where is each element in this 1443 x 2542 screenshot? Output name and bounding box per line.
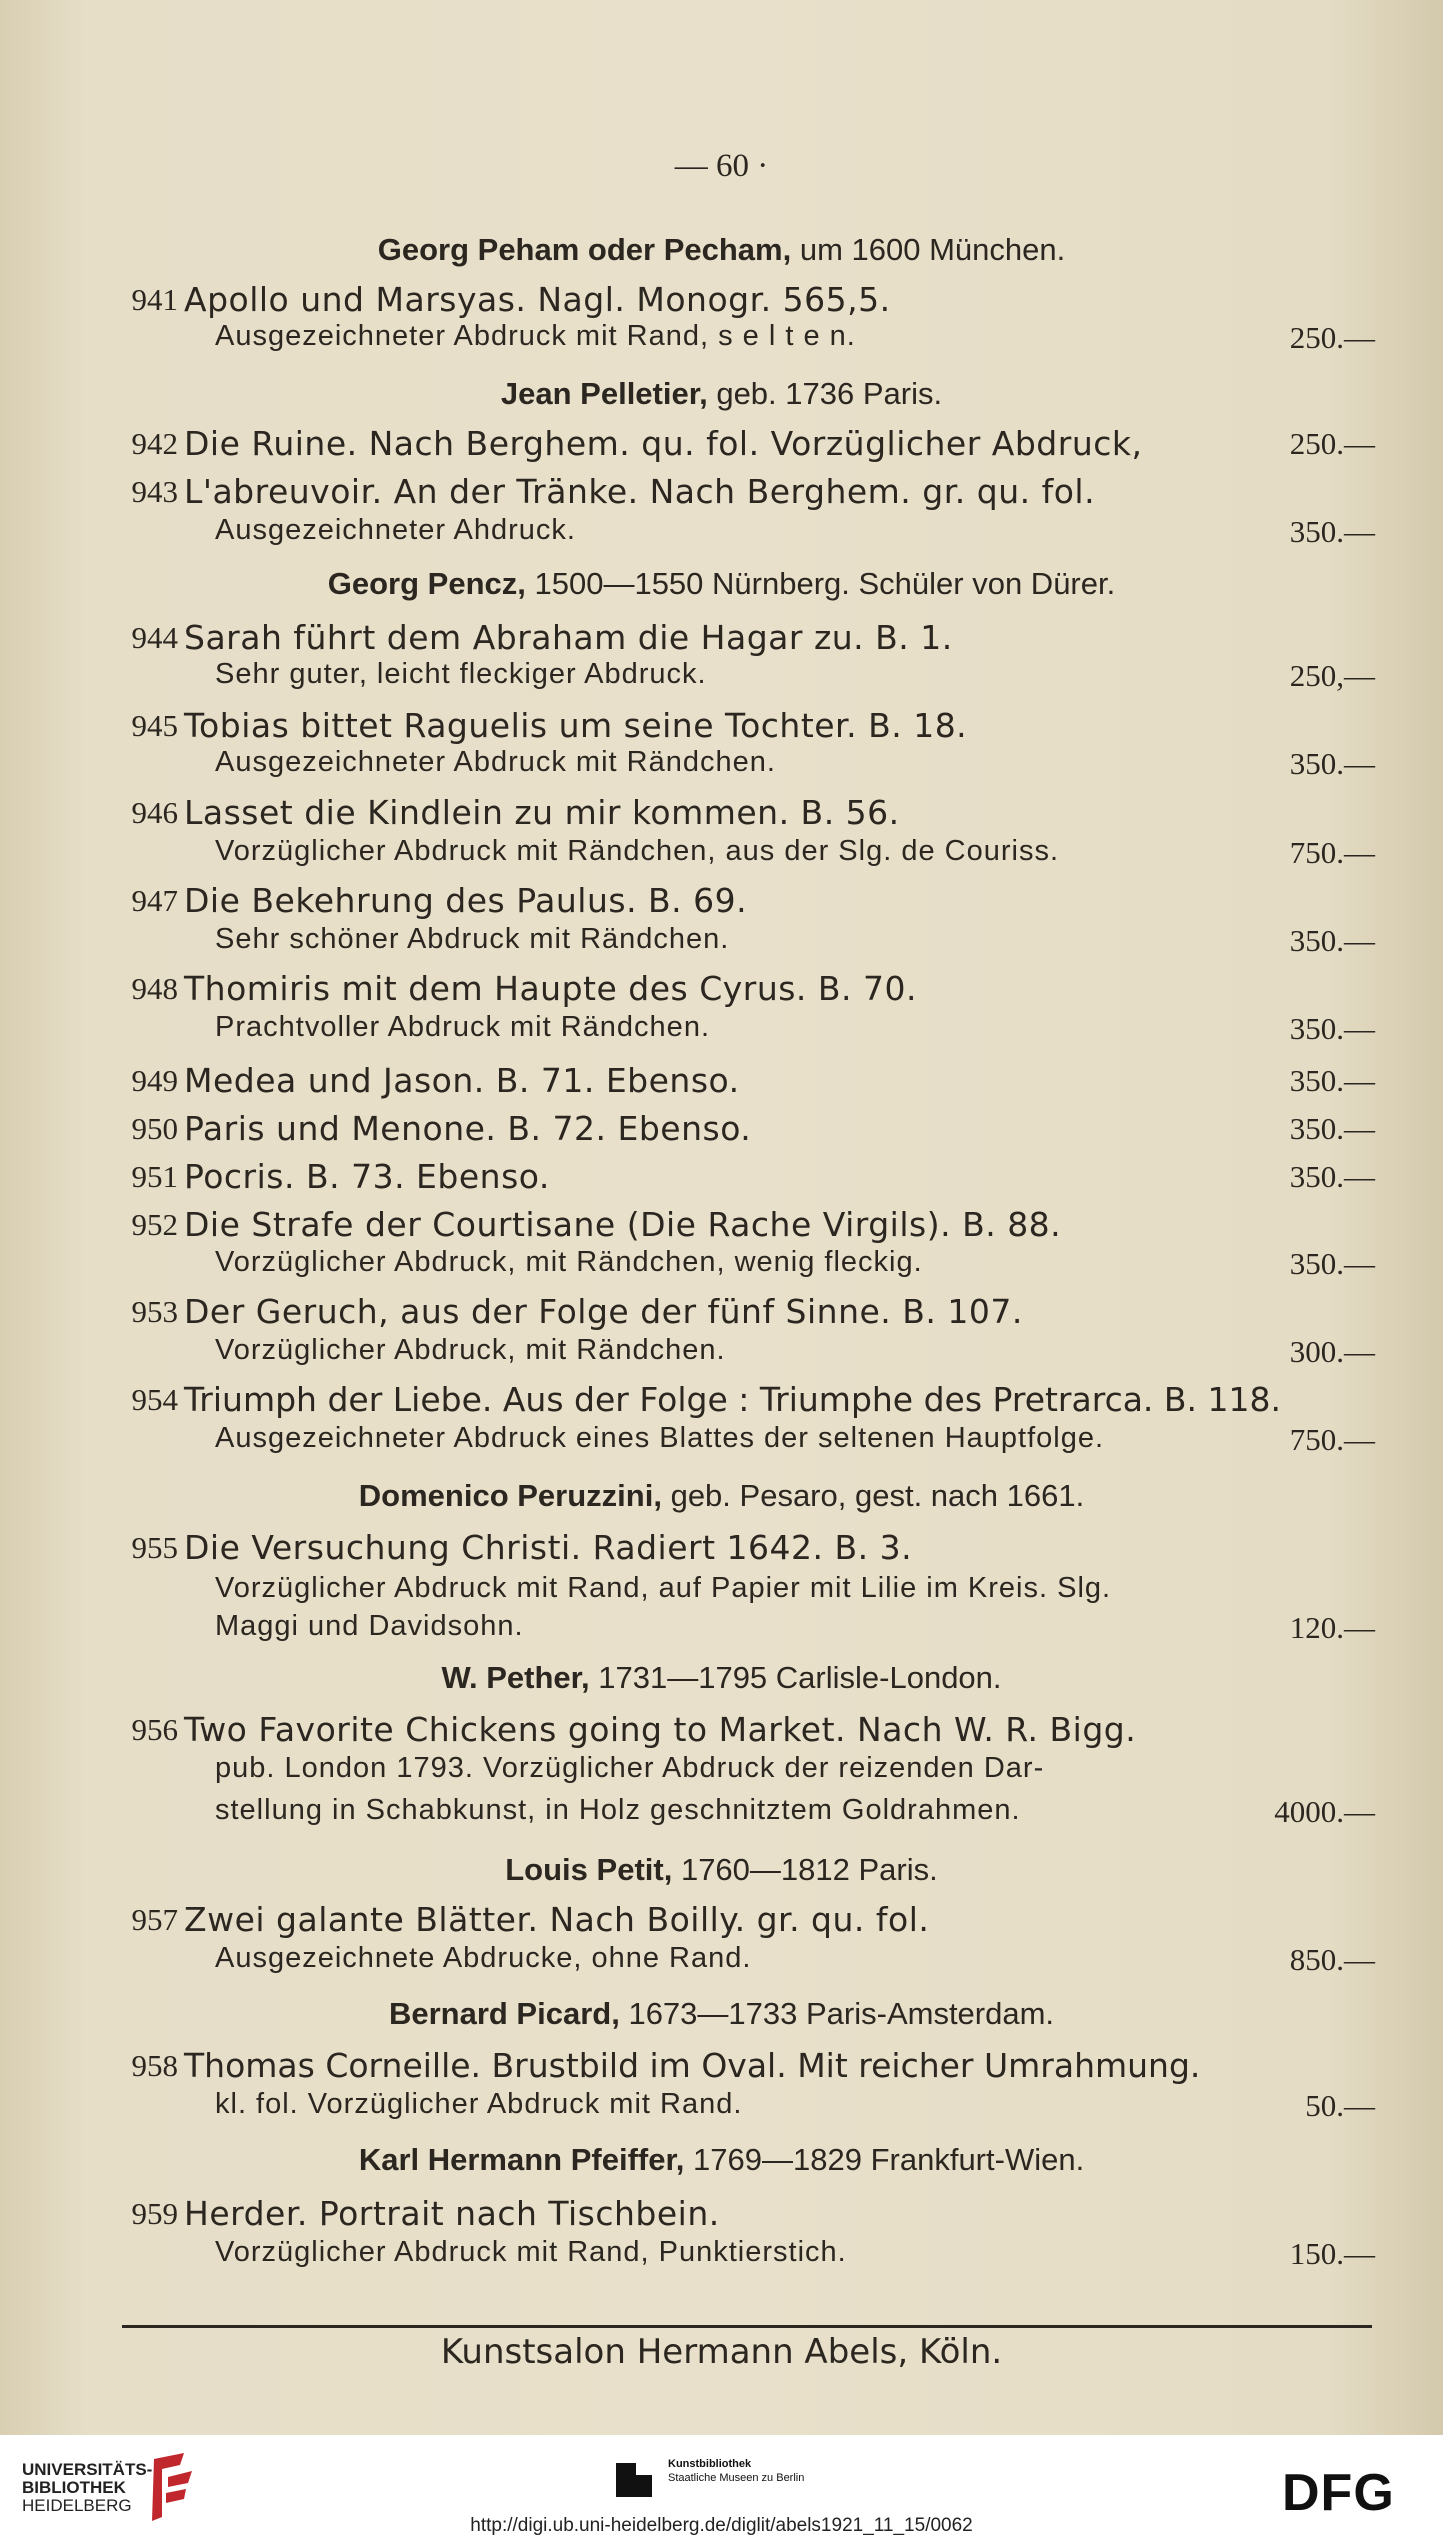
lot-description: Ausgezeichneter Ahdruck.	[215, 514, 576, 546]
lot-title: Sarah führt dem Abraham die Hagar zu. B. 1.	[184, 618, 953, 657]
kb-line: Kunstbibliothek	[668, 2458, 752, 2470]
artist-heading	[0, 232, 1443, 268]
kunstbibliothek-wordmark	[668, 2457, 804, 2485]
lot-number: 957	[131, 1902, 178, 1937]
lot-description: Sehr guter, leicht fleckiger Abdruck.	[215, 658, 707, 690]
lot-number: 954	[131, 1382, 178, 1417]
lot-description: Ausgezeichneter Abdruck mit Rändchen.	[215, 746, 776, 778]
artist-name: Karl Hermann Pfeiffer,	[358, 2142, 685, 2177]
lot-title: Apollo und Marsyas. Nagl. Monogr. 565,5.	[184, 280, 891, 319]
lot-title: Lasset die Kindlein zu mir kommen. B. 56.	[184, 793, 900, 832]
lot-title: Zwei galante Blätter. Nach Boilly. gr. qu. fol.	[184, 1900, 930, 1939]
lot-number: 942	[131, 426, 178, 461]
artist-heading	[0, 376, 1443, 412]
lot-number: 958	[131, 2048, 178, 2083]
digitization-banner	[0, 2435, 1443, 2542]
lot-price: 850.—	[1289, 1942, 1375, 1977]
artist-info: 1673—1733 Paris-Amsterdam.	[628, 1996, 1055, 2031]
lot-description: Vorzüglicher Abdruck mit Rändchen, aus der Slg. de Couriss.	[215, 835, 1060, 867]
lot-number: 948	[131, 971, 178, 1006]
artist-info: 1760—1812 Paris.	[680, 1852, 938, 1887]
artist-heading	[0, 1996, 1443, 2032]
lot-number: 944	[131, 620, 178, 655]
lot-price: 120.—	[1289, 1610, 1375, 1645]
lot-title: Tobias bittet Raguelis um seine Tochter. B. 18.	[184, 706, 968, 745]
kb-line: Staatliche Museen zu Berlin	[668, 2472, 805, 2484]
kunstbibliothek-logo-icon	[612, 2457, 656, 2501]
ub-line: UNIVERSITÄTS-	[22, 2460, 153, 2479]
lot-price: 300.—	[1289, 1334, 1375, 1369]
lot-title: Thomas Corneille. Brustbild im Oval. Mit reicher Umrahmung.	[184, 2046, 1201, 2085]
lot-number: 950	[131, 1111, 178, 1146]
ub-line: BIBLIOTHEK	[22, 2478, 126, 2497]
lot-number: 945	[131, 708, 178, 743]
lot-number: 943	[131, 474, 178, 509]
artist-info: 1731—1795 Carlisle-London.	[598, 1660, 1002, 1695]
lot-number: 941	[131, 282, 178, 317]
lot-title: Thomiris mit dem Haupte des Cyrus. B. 70.	[184, 969, 918, 1008]
artist-name: W. Pether,	[441, 1660, 590, 1695]
lot-price: 750.—	[1289, 835, 1375, 870]
footer-rule	[122, 2325, 1372, 2328]
footer-imprint: Kunstsalon Hermann Abels, Köln.	[440, 2332, 1003, 2372]
artist-name: Georg Pencz,	[327, 566, 526, 601]
lot-price: 150.—	[1289, 2236, 1375, 2271]
lot-title: Medea und Jason. B. 71. Ebenso.	[184, 1061, 740, 1100]
artist-name: Jean Pelletier,	[500, 376, 708, 411]
page-number: — 60 ·	[674, 148, 769, 184]
artist-info: geb. 1736 Paris.	[716, 376, 943, 411]
artist-heading	[0, 566, 1443, 602]
lot-title: Herder. Portrait nach Tischbein.	[184, 2194, 720, 2233]
artist-name: Louis Petit,	[505, 1852, 673, 1887]
lot-price: 350.—	[1289, 514, 1375, 549]
lot-description: pub. London 1793. Vorzüglicher Abdruck der reizenden Dar-	[215, 1752, 1045, 1784]
ub-line: HEIDELBERG	[22, 2496, 132, 2515]
lot-description: Vorzüglicher Abdruck mit Rand, auf Papier mit Lilie im Kreis. Slg.	[215, 1572, 1112, 1604]
lot-title: Die Ruine. Nach Berghem. qu. fol. Vorzüglicher Abdruck,	[184, 424, 1143, 463]
lot-title: Triumph der Liebe. Aus der Folge : Triumphe des Pretrarca. B. 118.	[184, 1380, 1282, 1419]
artist-name: Bernard Picard,	[388, 1996, 620, 2031]
dfg-logo: DFG	[1282, 2464, 1395, 2522]
lot-price: 4000.—	[1274, 1794, 1375, 1829]
lot-description: stellung in Schabkunst, in Holz geschnitztem Goldrahmen.	[215, 1794, 1021, 1826]
lot-title: L'abreuvoir. An der Tränke. Nach Berghem. gr. qu. fol.	[184, 472, 1096, 511]
lot-description: Ausgezeichneter Abdruck eines Blattes der seltenen Hauptfolge.	[215, 1422, 1105, 1454]
lot-description: Prachtvoller Abdruck mit Rändchen.	[215, 1011, 710, 1043]
source-url-link[interactable]: http://digi.ub.uni-heidelberg.de/diglit/abels1921_11_15/0062	[470, 2515, 973, 2536]
lot-price: 350.—	[1289, 1246, 1375, 1281]
lot-price: 350.—	[1289, 1011, 1375, 1046]
lot-description: Vorzüglicher Abdruck mit Rand, Punktierstich.	[215, 2236, 847, 2268]
lot-title: Die Versuchung Christi. Radiert 1642. B. 3.	[184, 1528, 913, 1567]
lot-number: 951	[131, 1159, 178, 1194]
lot-number: 946	[131, 795, 178, 830]
artist-name: Domenico Peruzzini,	[358, 1478, 662, 1513]
artist-info: 1769—1829 Frankfurt-Wien.	[693, 2142, 1085, 2177]
lot-description: Vorzüglicher Abdruck, mit Rändchen.	[215, 1334, 726, 1366]
lot-price: 250,—	[1289, 658, 1375, 693]
lot-price: 350.—	[1289, 1159, 1375, 1194]
lot-number: 947	[131, 883, 178, 918]
lot-title: Der Geruch, aus der Folge der fünf Sinne. B. 107.	[184, 1292, 1023, 1331]
lot-price: 350.—	[1289, 923, 1375, 958]
artist-info: 1500—1550 Nürnberg. Schüler von Dürer.	[534, 566, 1116, 601]
lot-title: Paris und Menone. B. 72. Ebenso.	[184, 1109, 752, 1148]
lot-number: 956	[131, 1712, 178, 1747]
artist-heading	[0, 1852, 1443, 1888]
lot-price: 250.—	[1289, 426, 1375, 461]
lot-price: 50.—	[1305, 2088, 1375, 2123]
lot-description: Vorzüglicher Abdruck, mit Rändchen, wenig fleckig.	[215, 1246, 923, 1278]
lot-price: 750.—	[1289, 1422, 1375, 1457]
artist-name: Georg Peham oder Pecham,	[377, 232, 792, 267]
lot-description: kl. fol. Vorzüglicher Abdruck mit Rand.	[215, 2088, 743, 2120]
artist-heading	[0, 2142, 1443, 2178]
lot-title: Die Strafe der Courtisane (Die Rache Virgils). B. 88.	[184, 1205, 1062, 1244]
lot-title: Die Bekehrung des Paulus. B. 69.	[184, 881, 748, 920]
lot-title: Two Favorite Chickens going to Market. Nach W. R. Bigg.	[184, 1710, 1137, 1749]
lot-price: 350.—	[1289, 1063, 1375, 1098]
artist-info: um 1600 München.	[799, 232, 1066, 267]
lot-number: 952	[131, 1207, 178, 1242]
lot-price: 350.—	[1289, 746, 1375, 781]
artist-heading	[0, 1660, 1443, 1696]
lot-price: 350.—	[1289, 1111, 1375, 1146]
lot-number: 953	[131, 1294, 178, 1329]
lot-description: Ausgezeichnete Abdrucke, ohne Rand.	[215, 1942, 752, 1974]
lot-price: 250.—	[1289, 320, 1375, 355]
artist-info: geb. Pesaro, gest. nach 1661.	[670, 1478, 1085, 1513]
ub-heidelberg-wordmark	[22, 2461, 152, 2515]
lot-number: 955	[131, 1530, 178, 1565]
lot-description: Sehr schöner Abdruck mit Rändchen.	[215, 923, 730, 955]
lot-description: Maggi und Davidsohn.	[215, 1610, 524, 1642]
artist-heading	[0, 1478, 1443, 1514]
lot-description: Ausgezeichneter Abdruck mit Rand, s e l t e n.	[215, 320, 856, 352]
lot-title: Pocris. B. 73. Ebenso.	[184, 1157, 550, 1196]
lot-number: 949	[131, 1063, 178, 1098]
lot-number: 959	[131, 2196, 178, 2231]
